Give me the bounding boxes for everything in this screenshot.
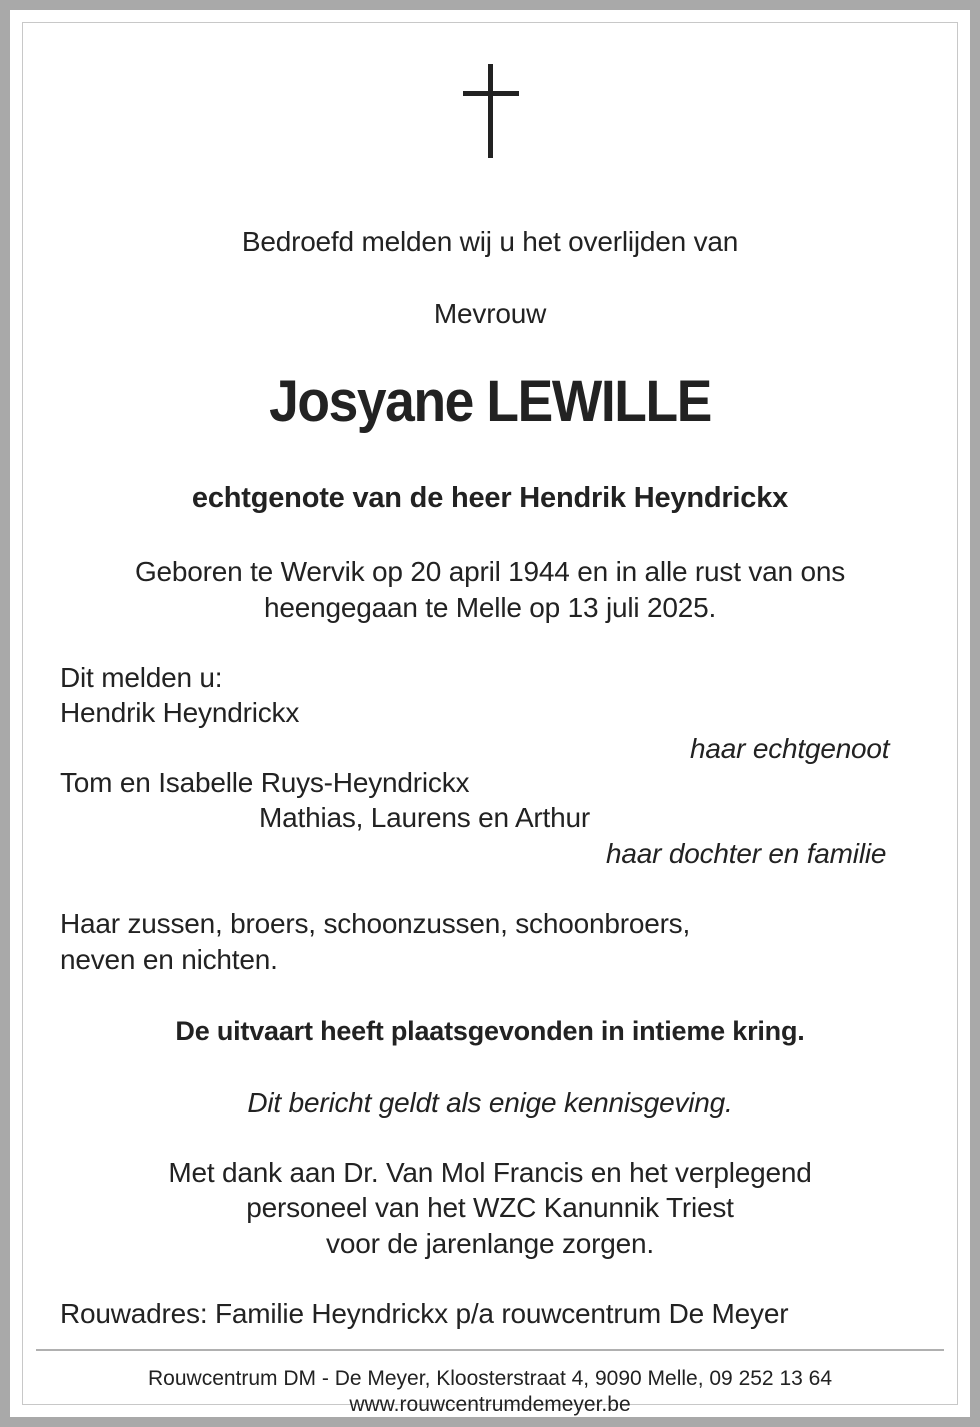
mourning-address: Rouwadres: Familie Heyndrickx p/a rouwcentrum De Meyer [60, 1298, 789, 1329]
extended-family-line-1: Haar zussen, broers, schoonzussen, schoonbroers, [60, 908, 691, 939]
grandchildren-names: Mathias, Laurens en Arthur [259, 802, 590, 833]
spouse-line: echtgenote van de heer Hendrik Heyndrickx [191, 482, 789, 514]
birth-death-line-1: Geboren te Wervik op 20 april 1944 en in alle rust van ons [134, 556, 846, 587]
birth-death-line-2: heengegaan te Melle op 13 juli 2025. [263, 592, 717, 623]
funeral-home-address: Rouwcentrum DM - De Meyer, Kloosterstraat 4, 9090 Melle, 09 252 13 64 [148, 1367, 832, 1390]
funeral-notice: De uitvaart heeft plaatsgevonden in intieme kring. [175, 1016, 805, 1046]
thanks-line-3: voor de jarenlange zorgen. [326, 1228, 654, 1259]
cross-icon [463, 64, 519, 158]
funeral-home-website[interactable]: www.rouwcentrumdemeyer.be [349, 1393, 631, 1416]
announcer-name: Tom en Isabelle Ruys-Heyndrickx [60, 767, 470, 798]
announcers-heading: Dit melden u: [60, 662, 223, 693]
thanks-line-2: personeel van het WZC Kanunnik Triest [246, 1192, 734, 1223]
announcer-relation: haar echtgenoot [690, 733, 890, 764]
thanks-line-1: Met dank aan Dr. Van Mol Francis en het verplegend [168, 1157, 812, 1188]
intro-text: Bedroefd melden wij u het overlijden van [241, 226, 739, 257]
notice-text: Dit bericht geldt als enige kennisgeving. [247, 1087, 733, 1118]
extended-family-line-2: neven en nichten. [60, 944, 278, 975]
announcer-relation: haar dochter en familie [606, 838, 887, 869]
announcer-name: Hendrik Heyndrickx [60, 697, 300, 728]
footer-divider [36, 1349, 944, 1351]
deceased-name: Josyane LEWILLE [269, 369, 711, 434]
salutation: Mevrouw [433, 298, 547, 329]
